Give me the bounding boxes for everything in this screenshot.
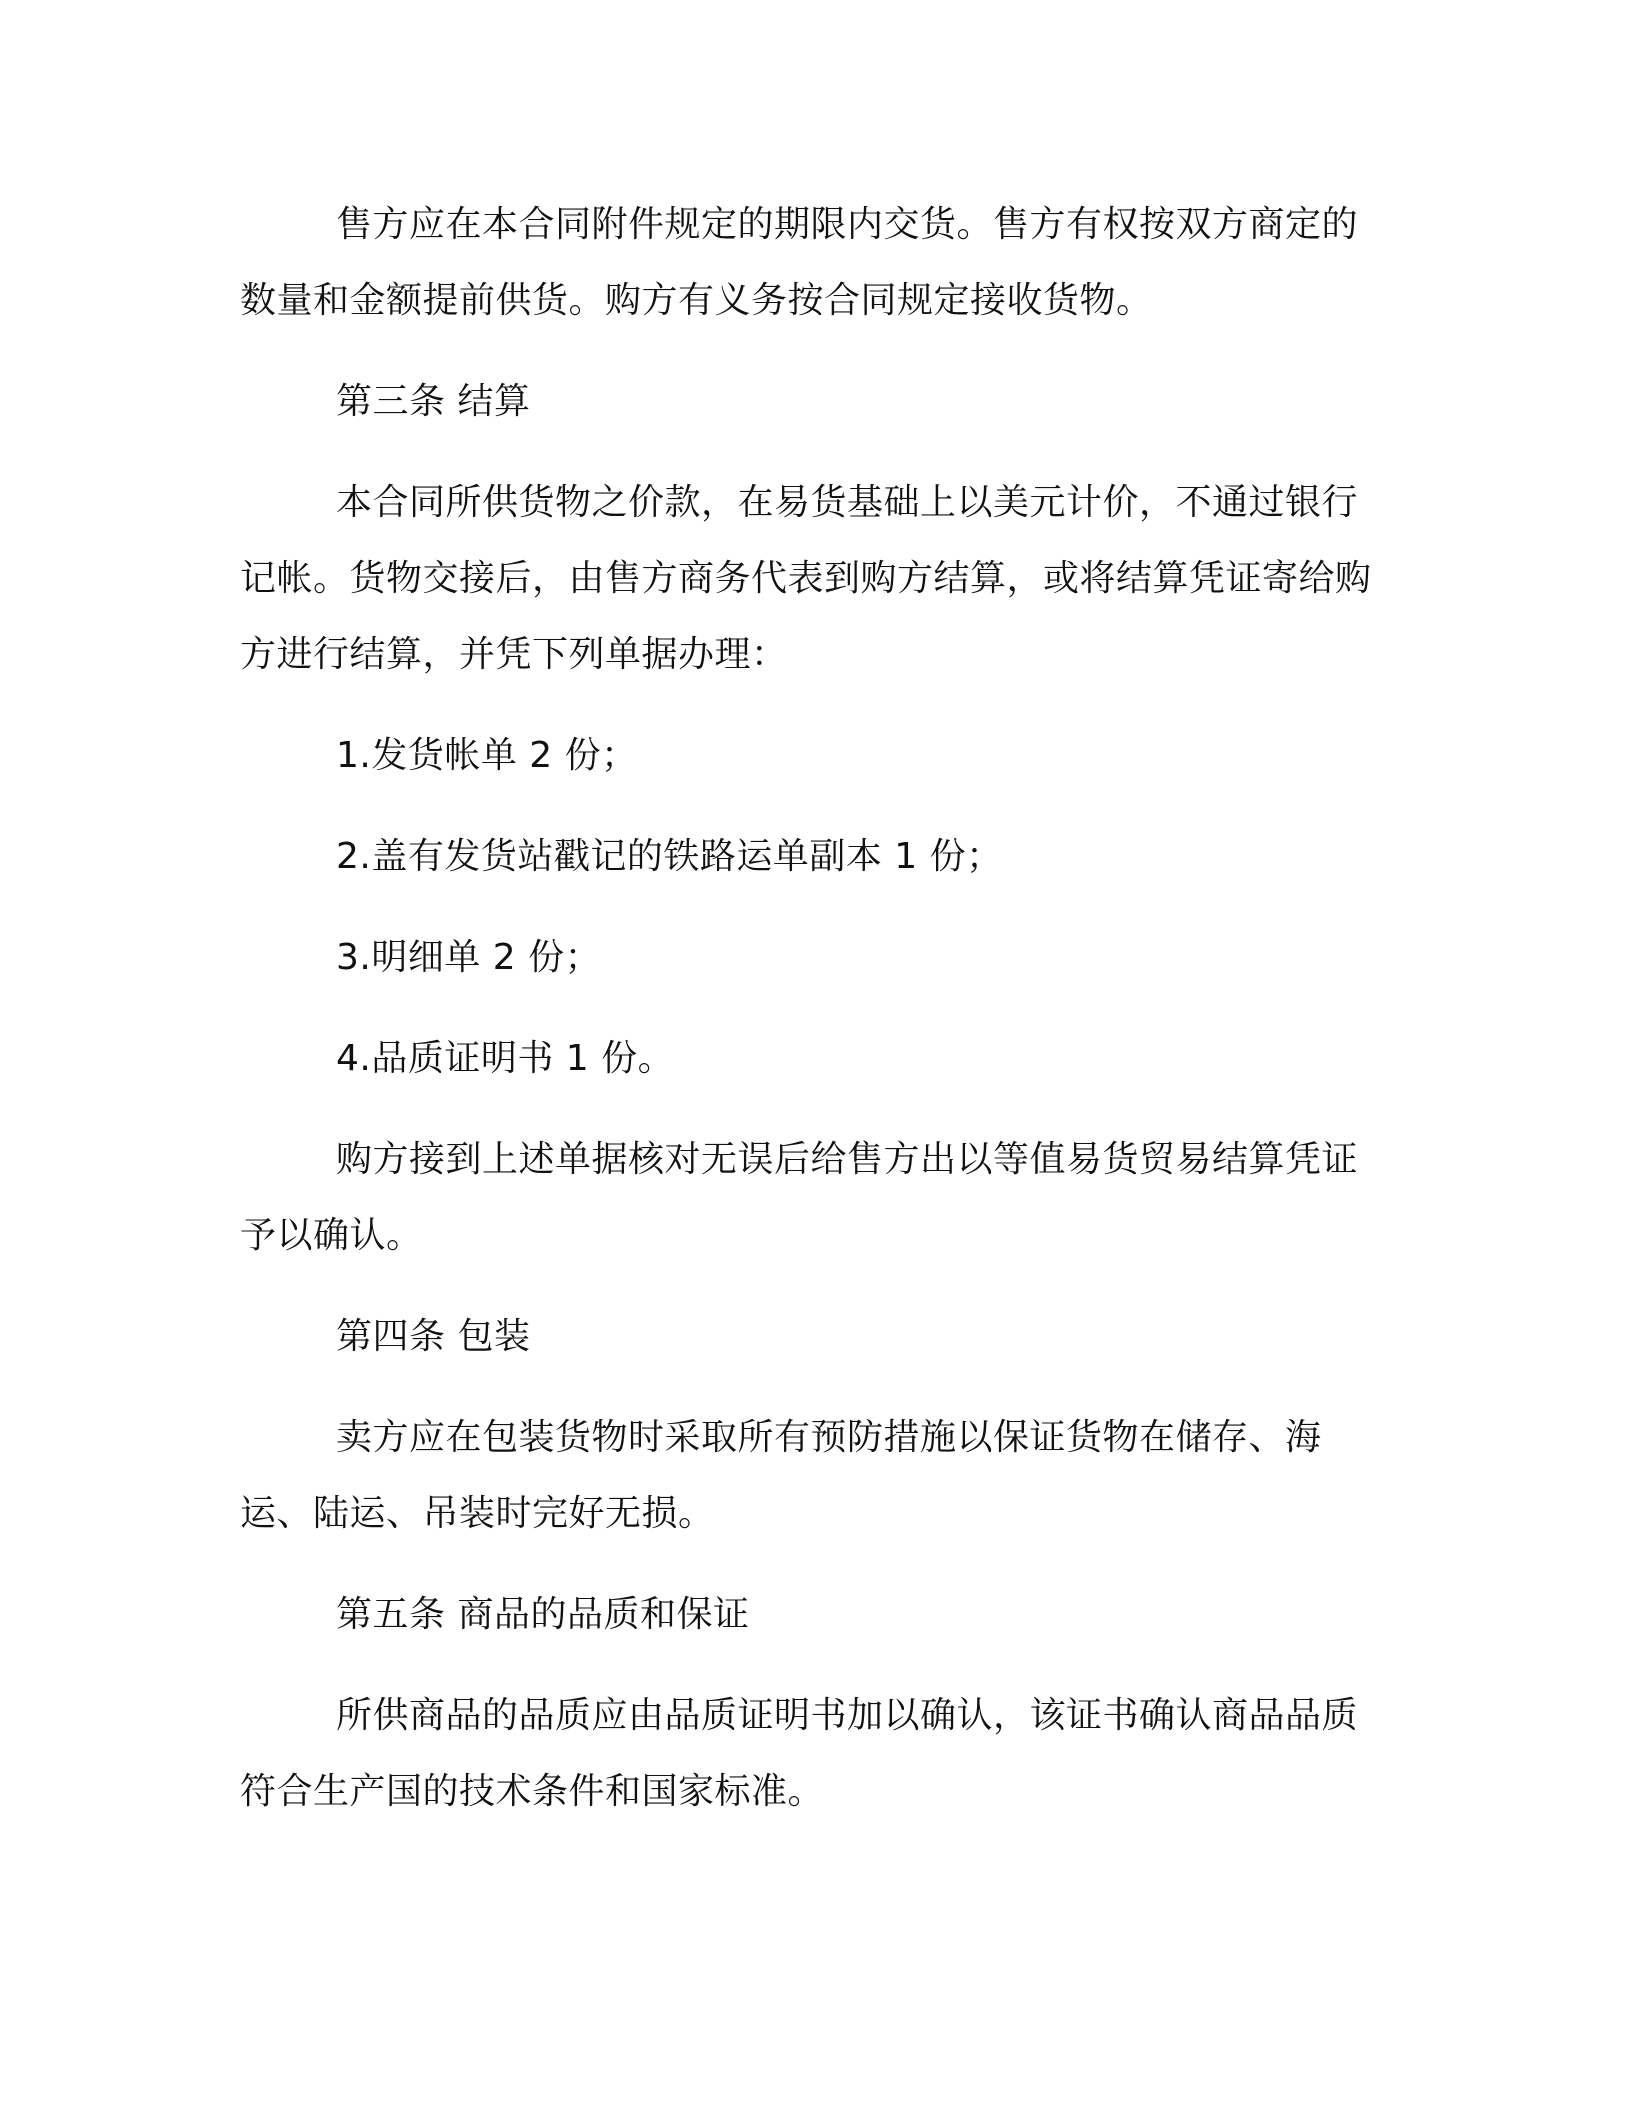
paragraph-settlement-terms: 本合同所供货物之价款，在易货基础上以美元计价，不通过银行记帐。货物交接后，由售方商务代表到购方结算，或将结算凭证寄给购方进行结算，并凭下列单据办理： (240, 482, 1372, 675)
list-item-invoice: 1.发货帐单 2 份； (336, 735, 638, 776)
list-item-quality-certificate: 4.品质证明书 1 份。 (336, 1038, 675, 1079)
list-item-railway-waybill: 2.盖有发货站戳记的铁路运单副本 1 份； (336, 836, 1003, 877)
paragraph-delivery-terms: 售方应在本合同附件规定的期限内交货。售方有权按双方商定的数量和金额提前供货。购方有义务按合同规定接收货物。 (240, 204, 1359, 321)
heading-article-5-quality: 第五条 商品的品质和保证 (336, 1594, 750, 1635)
list-item-packing-list: 3.明细单 2 份； (336, 937, 602, 978)
paragraph-confirmation: 购方接到上述单据核对无误后给售方出以等值易货贸易结算凭证予以确认。 (240, 1139, 1359, 1256)
paragraph-packaging-terms: 卖方应在包装货物时采取所有预防措施以保证货物在储存、海运、陆运、吊装时完好无损。 (240, 1417, 1322, 1534)
heading-article-3-settlement: 第三条 结算 (336, 381, 531, 422)
document-body (240, 187, 1390, 1830)
paragraph-quality-terms: 所供商品的品质应由品质证明书加以确认，该证书确认商品品质符合生产国的技术条件和国家标准。 (240, 1695, 1359, 1812)
heading-article-4-packaging: 第四条 包装 (336, 1316, 531, 1357)
